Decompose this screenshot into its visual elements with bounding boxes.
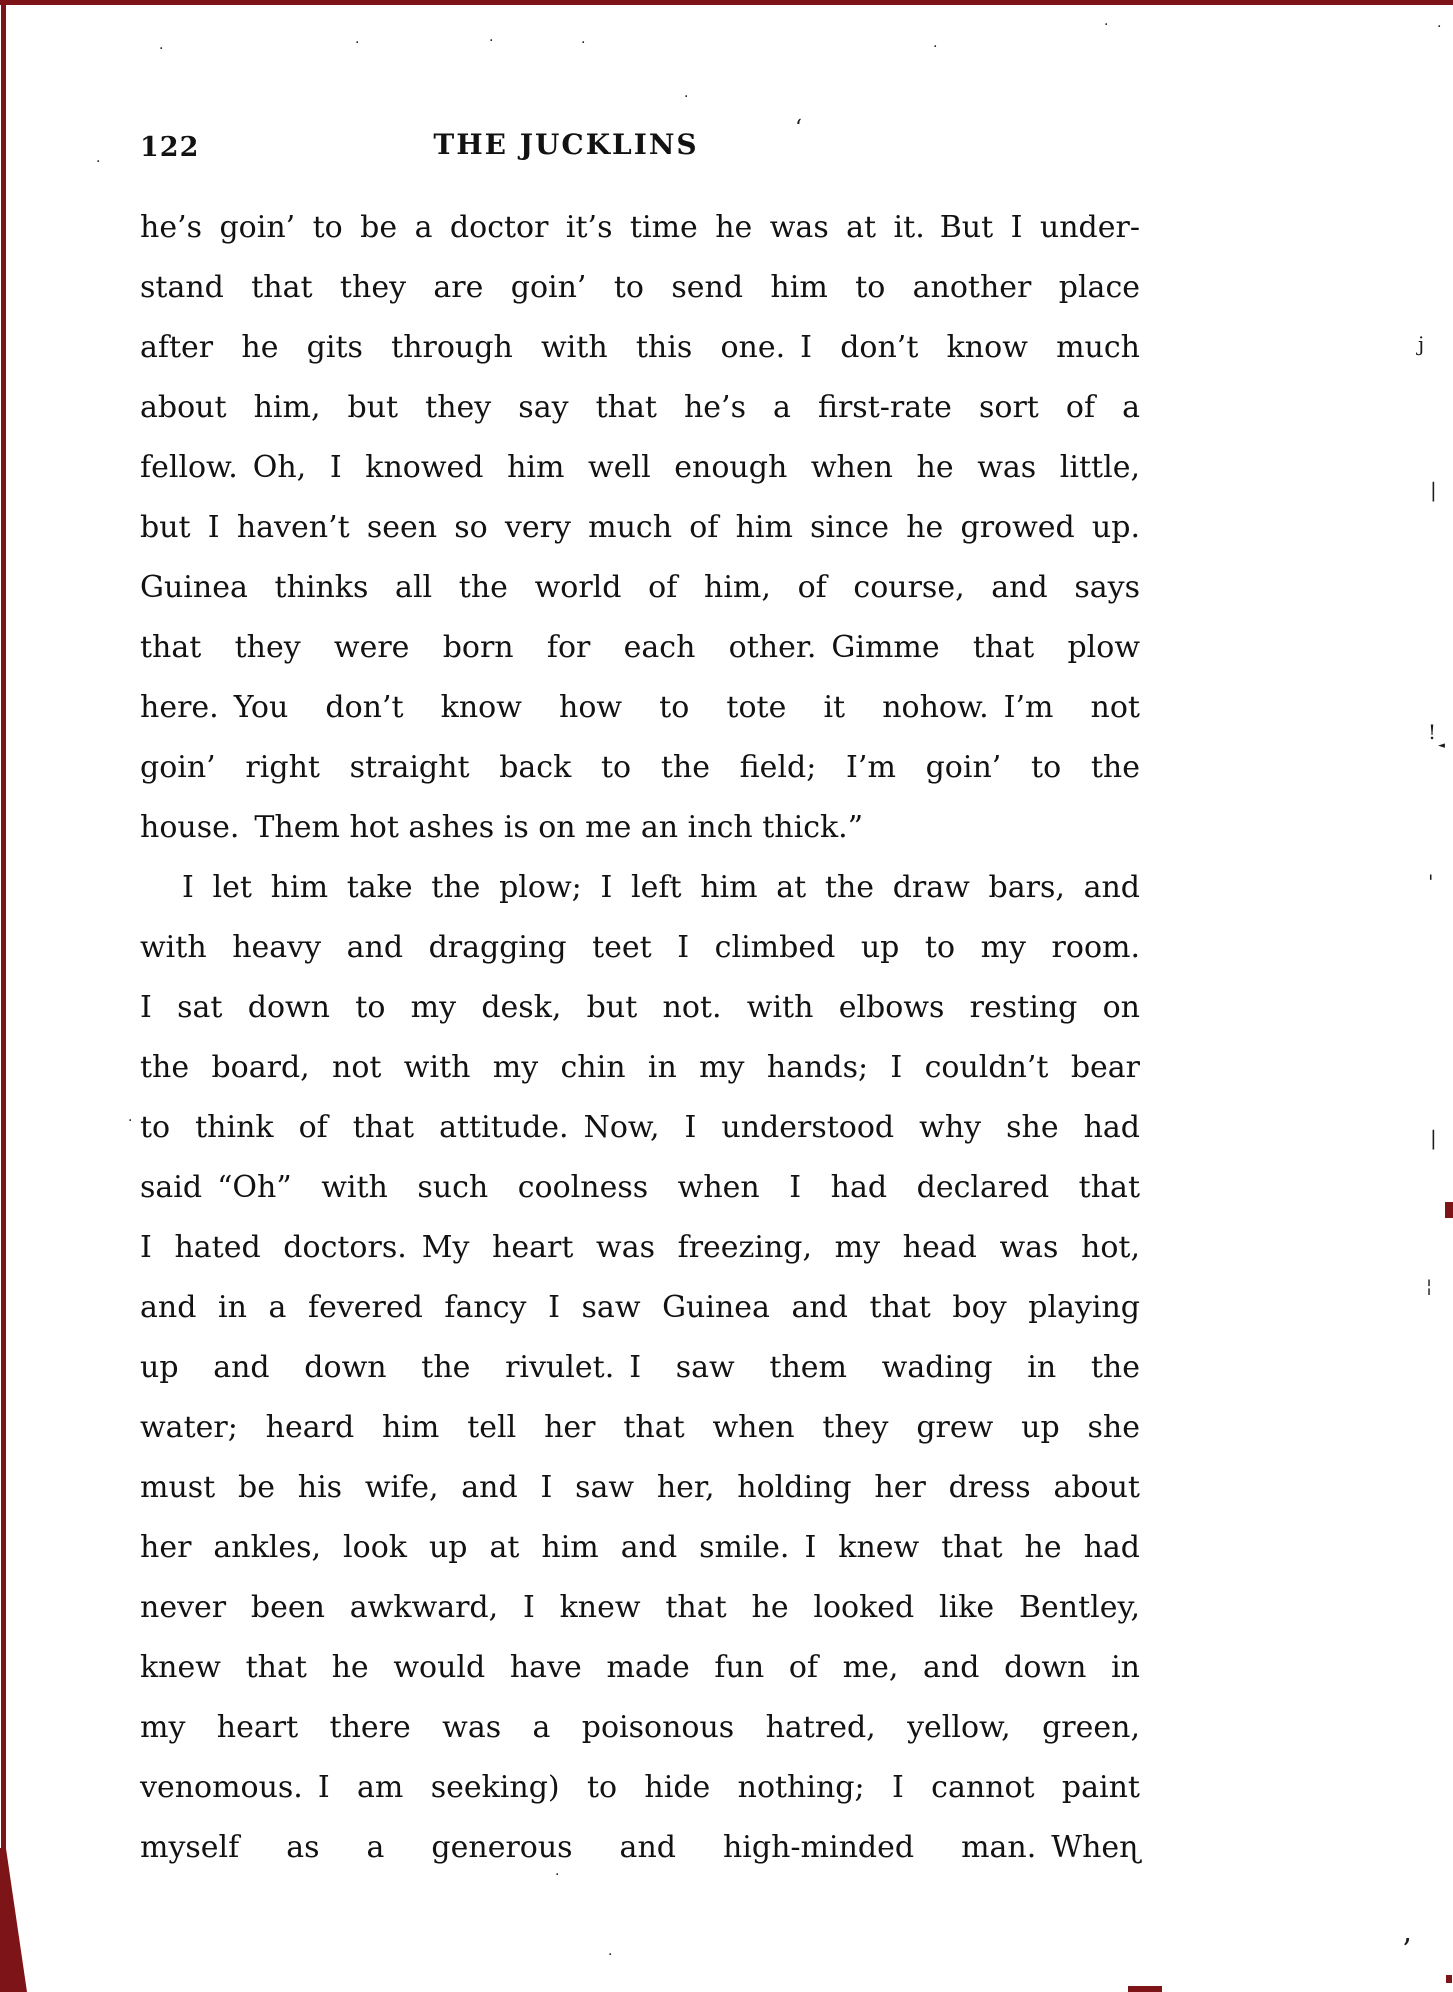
text-line: water; heard him tell her that when they grew up she [140, 1410, 1140, 1445]
scan-speck: · [1437, 19, 1442, 35]
text-line: I hated doctors. My heart was freezing, my head was hot, [140, 1230, 1140, 1265]
scan-edge-bottom-wedge [0, 1848, 27, 1992]
text-line: fellow. Oh, I knowed him well enough when he was little, [140, 450, 1140, 485]
text-line: that they were born for each other. Gimme that plow [140, 630, 1140, 665]
text-line: venomous. I am seeking) to hide nothing; I cannot paint [140, 1770, 1140, 1805]
text-line: here. You don’t know how to tote it nohow. I’m not [140, 690, 1140, 725]
scan-speck: | [1430, 1126, 1437, 1150]
scan-edge-top-line [0, 0, 1453, 5]
text-line: said “Oh” with such coolness when I had declared that [140, 1170, 1140, 1205]
text-line: up and down the rivulet. I saw them wading in the [140, 1350, 1140, 1385]
running-head [140, 128, 992, 168]
scan-edge-right-tick [1445, 1202, 1453, 1218]
text-line: he’s goin’ to be a doctor it’s time he was at it. But I under- [140, 210, 1140, 245]
scan-speck: · [684, 89, 689, 105]
text-line: about him, but they say that he’s a first-rate sort of a [140, 390, 1140, 425]
scan-speck: ¦ [1426, 1276, 1433, 1297]
scan-speck: · [128, 1113, 133, 1129]
scan-speck: · [96, 154, 101, 170]
scan-edge-right-dot [1446, 1975, 1452, 1983]
scan-speck: j [1418, 332, 1425, 356]
text-line: I sat down to my desk, but not. with elbows resting on [140, 990, 1140, 1025]
scan-speck: | [1430, 478, 1437, 502]
scan-speck: · [489, 33, 494, 49]
scan-speck: · [355, 35, 360, 51]
text-line: I let him take the plow; I left him at the draw bars, and [182, 870, 1140, 905]
text-line: but I haven’t seen so very much of him since he growed up. [140, 510, 1140, 545]
scan-speck: · [933, 39, 938, 55]
scan-speck: ‘ [795, 116, 802, 141]
text-line: Guinea thinks all the world of him, of course, and says [140, 570, 1140, 605]
text-line: after he gits through with this one. I don’t know much [140, 330, 1140, 365]
text-line: her ankles, look up at him and smile. I knew that he had [140, 1530, 1140, 1565]
text-line: my heart there was a poisonous hatred, yellow, green, [140, 1710, 1140, 1745]
scan-speck: · [555, 1867, 560, 1883]
text-line: the board, not with my chin in my hands; I couldn’t bear [140, 1050, 1140, 1085]
scan-speck: · [608, 1947, 613, 1963]
text-line: house. Them hot ashes is on me an inch thick.” [140, 810, 864, 845]
page-text [140, 198, 1140, 1878]
text-line: goin’ right straight back to the field; I’m goin’ to the [140, 750, 1140, 785]
text-line: must be his wife, and I saw her, holding her dress about [140, 1470, 1140, 1505]
scan-speck: ! [1428, 720, 1437, 744]
page-number: 122 [140, 132, 200, 163]
text-line: with heavy and dragging teet I climbed up to my room. [140, 930, 1140, 965]
text-line: to think of that attitude. Now, I understood why she had [140, 1110, 1140, 1145]
text-line: and in a fevered fancy I saw Guinea and that boy playing [140, 1290, 1140, 1325]
scan-speck: ’ [1402, 1933, 1412, 1968]
running-title: THE JUCKLINS [433, 128, 699, 161]
scan-edge-left-line [1, 0, 6, 1992]
text-line: never been awkward, I knew that he looked like Bentley, [140, 1590, 1140, 1625]
scan-speck: ' [1428, 870, 1434, 894]
scan-edge-bottom-tick [1128, 1986, 1162, 1992]
scan-speck: · [1104, 17, 1109, 33]
text-line: knew that he would have made fun of me, and down in [140, 1650, 1140, 1685]
text-line: stand that they are goin’ to send him to another place [140, 270, 1140, 305]
scan-speck: ◄ [1438, 741, 1445, 751]
scan-speck: · [581, 35, 586, 51]
scan-speck: · [159, 41, 164, 57]
text-line: myself as a generous and high-minded man. Wheɳ [140, 1830, 1140, 1865]
